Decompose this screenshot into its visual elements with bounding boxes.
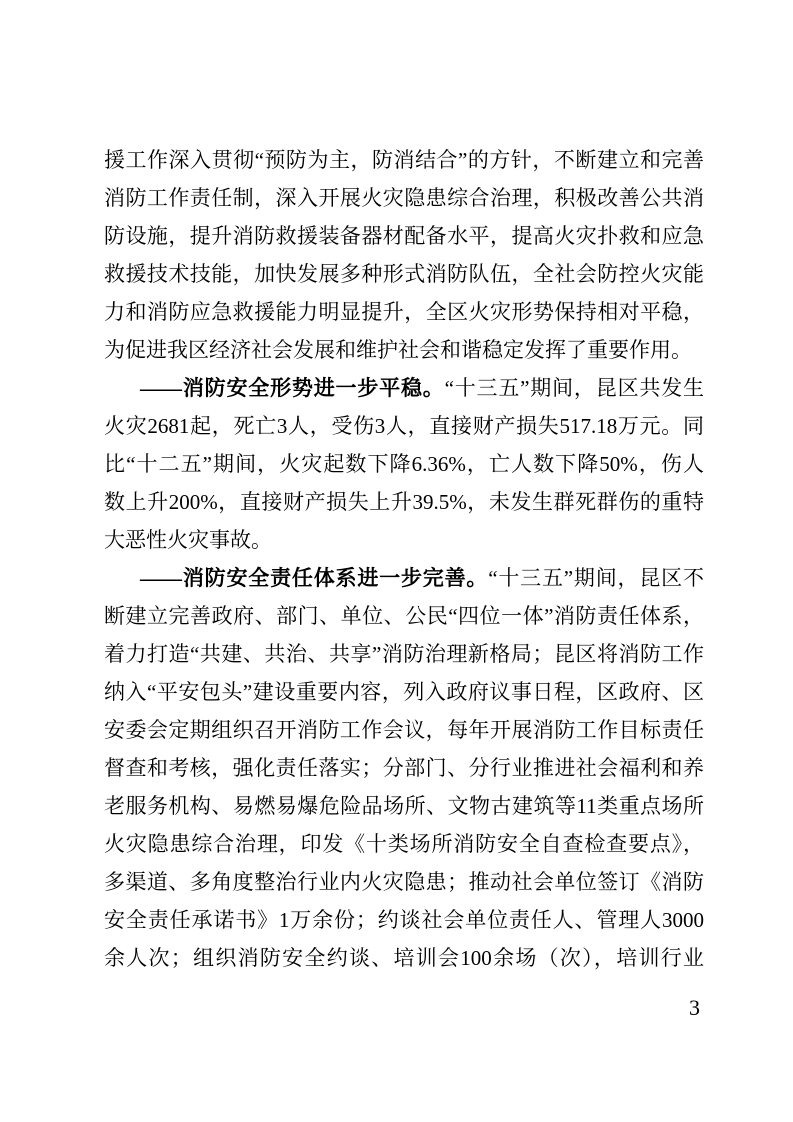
text-line xyxy=(104,901,704,939)
text-line xyxy=(104,255,704,293)
page-number: 3 xyxy=(689,995,700,1020)
text-line xyxy=(104,749,704,787)
text-line xyxy=(104,635,704,673)
body-text: 大恶性火灾事故。 xyxy=(104,528,272,552)
text-line xyxy=(104,521,704,559)
section-heading-text: ——消防安全责任体系进一步完善。 xyxy=(140,566,489,590)
body-text: 比“十二五”期间，火灾起数下降6.36%，亡人数下降50%，伤人 xyxy=(104,452,704,476)
body-text: 救援技术技能，加快发展多种形式消防队伍，全社会防控火灾能 xyxy=(104,262,704,286)
text-line xyxy=(104,483,704,521)
body-text: 断建立完善政府、部门、单位、公民“四位一体”消防责任体系， xyxy=(104,604,704,628)
text-line xyxy=(104,673,704,711)
text-line xyxy=(104,407,704,445)
text-line xyxy=(104,179,704,217)
body-text: 着力打造“共建、共治、共享”消防治理新格局；昆区将消防工作 xyxy=(104,642,704,666)
body-text: 防设施，提升消防救援装备器材配备水平，提高火灾扑救和应急 xyxy=(104,224,704,248)
body-text: 老服务机构、易燃易爆危险品场所、文物古建筑等11类重点场所 xyxy=(104,794,704,818)
body-text: “十三五”期间，昆区不 xyxy=(488,566,704,590)
text-line xyxy=(104,369,704,407)
body-text: 力和消防应急救援能力明显提升，全区火灾形势保持相对平稳， xyxy=(104,300,704,324)
body-text: 纳入“平安包头”建设重要内容，列入政府议事日程，区政府、区 xyxy=(104,680,704,704)
text-line xyxy=(104,863,704,901)
body-text: 消防工作责任制，深入开展火灾隐患综合治理，积极改善公共消 xyxy=(104,186,704,210)
page-footer xyxy=(0,993,700,1023)
text-block xyxy=(104,141,704,977)
text-line xyxy=(104,217,704,255)
text-line xyxy=(104,559,704,597)
body-text: 多渠道、多角度整治行业内火灾隐患；推动社会单位签订《消防 xyxy=(104,870,704,894)
text-line xyxy=(104,597,704,635)
text-line xyxy=(104,331,704,369)
text-line xyxy=(104,293,704,331)
body-text: 安委会定期组织召开消防工作会议，每年开展消防工作目标责任 xyxy=(104,718,704,742)
text-line xyxy=(104,825,704,863)
text-line xyxy=(104,141,704,179)
body-text: 火灾2681起，死亡3人，受伤3人，直接财产损失517.18万元。同 xyxy=(104,414,704,438)
body-text: 数上升200%，直接财产损失上升39.5%，未发生群死群伤的重特 xyxy=(104,490,704,514)
text-line xyxy=(104,711,704,749)
body-text: 援工作深入贯彻“预防为主，防消结合”的方针，不断建立和完善 xyxy=(104,148,704,172)
section-heading-text: ——消防安全形势进一步平稳。 xyxy=(140,376,445,400)
body-text: 为促进我区经济社会发展和维护社会和谐稳定发挥了重要作用。 xyxy=(104,338,692,362)
body-text: 火灾隐患综合治理，印发《十类场所消防安全自查检查要点》， xyxy=(104,832,704,856)
text-line xyxy=(104,787,704,825)
text-line xyxy=(104,939,704,977)
body-text: 督查和考核，强化责任落实；分部门、分行业推进社会福利和养 xyxy=(104,756,704,780)
text-line xyxy=(104,445,704,483)
body-text: 安全责任承诺书》1万余份；约谈社会单位责任人、管理人3000 xyxy=(104,908,704,932)
body-text: 余人次；组织消防安全约谈、培训会100余场（次），培训行业 xyxy=(104,946,704,970)
body-text: “十三五”期间，昆区共发生 xyxy=(444,376,705,400)
